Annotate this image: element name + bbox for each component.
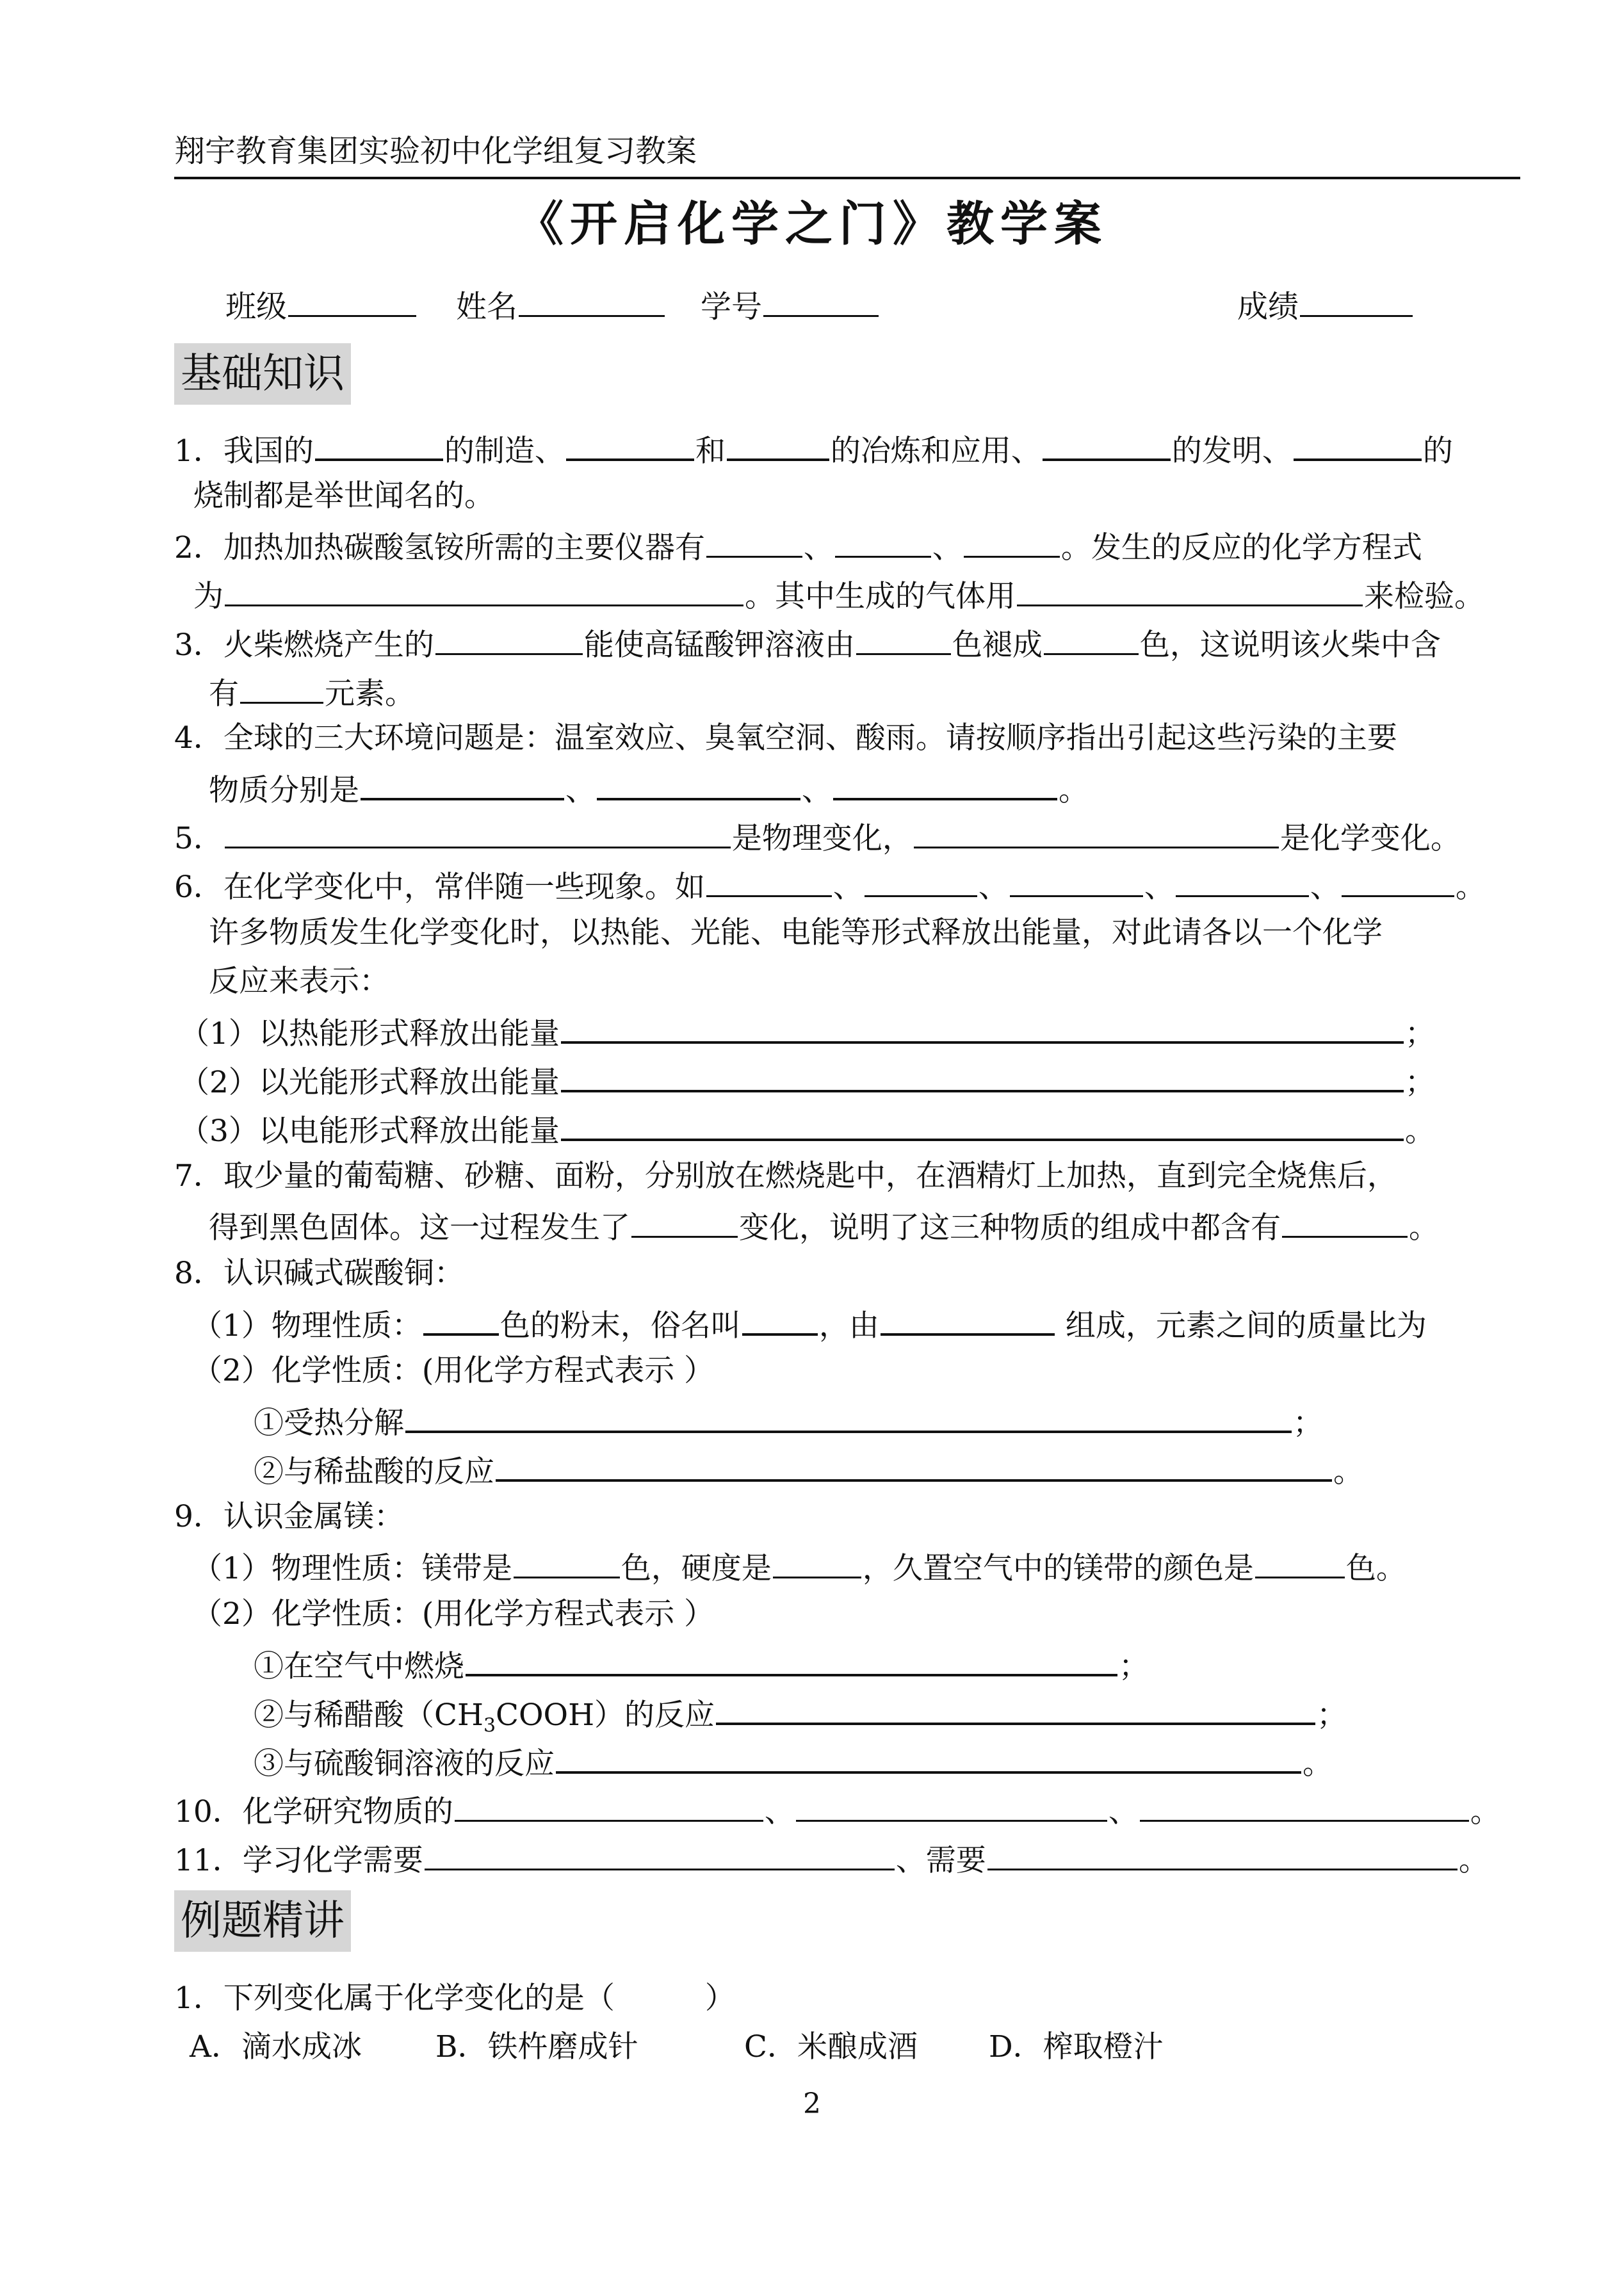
q3-blank-4[interactable] bbox=[240, 669, 323, 704]
q11-blank-2[interactable] bbox=[987, 1835, 1458, 1870]
q10-blank-2[interactable] bbox=[796, 1787, 1107, 1822]
q9-aged-color-blank[interactable] bbox=[1255, 1543, 1345, 1578]
q7-line1: 7．取少量的葡萄糖、砂糖、面粉，分别放在燃烧匙中，在酒精灯上加热，直到完全烧焦后， bbox=[174, 1158, 1397, 1194]
score-field: 成绩 bbox=[1237, 282, 1414, 327]
q6-item-2: （2）以光能形式释放出能量 ； bbox=[179, 1057, 1435, 1105]
q9-physical: （1）物理性质：镁带是 色，硬度是 ，久置空气中的镁带的颜色是 色。 bbox=[192, 1543, 1406, 1591]
number-field: 学号 bbox=[701, 282, 880, 327]
q1-line2: 烧制都是举世闻名的。 bbox=[193, 478, 494, 514]
q3-line2: 有 元素。 bbox=[209, 669, 415, 717]
q2-equation-blank[interactable] bbox=[225, 571, 743, 606]
section-examples: 例题精讲 bbox=[174, 1890, 351, 1952]
q2-blank-1[interactable] bbox=[706, 523, 802, 558]
q2-line1: 2．加热加热碳酸氢铵所需的主要仪器有 、 、 。发生的反应的化学方程式 bbox=[174, 523, 1422, 571]
q4-blank-3[interactable] bbox=[833, 765, 1057, 800]
q2-line2: 为 。其中生成的气体用 来检验。 bbox=[193, 571, 1484, 619]
section-basics: 基础知识 bbox=[174, 343, 351, 405]
q9-copper-sulfate-blank[interactable] bbox=[556, 1738, 1301, 1774]
q11-line: 11．学习化学需要 、需要 。 bbox=[174, 1835, 1489, 1883]
example-1-option-c[interactable]: C．米酿成酒 bbox=[744, 2029, 918, 2064]
q4-line1: 4．全球的三大环境问题是：温室效应、臭氧空洞、酸雨。请按顺序指出引起这些污染的主要 bbox=[174, 720, 1397, 756]
q4-blank-2[interactable] bbox=[597, 765, 800, 800]
page-number: 2 bbox=[803, 2088, 821, 2120]
q8-composition-blank[interactable] bbox=[881, 1300, 1055, 1336]
q7-line2: 得到黑色固体。这一过程发生了 变化，说明了这三种物质的组成中都含有 。 bbox=[209, 1203, 1439, 1251]
q1-line1: 1．我国的 的制造、 和 的冶炼和应用、 的发明、 的 bbox=[174, 425, 1453, 474]
q6-blank-3[interactable] bbox=[1010, 862, 1143, 897]
q2-blank-3[interactable] bbox=[964, 523, 1060, 558]
q6-line2: 许多物质发生化学变化时，以热能、光能、电能等形式释放出能量，对此请各以一个化学 bbox=[209, 915, 1383, 950]
q2-test-blank[interactable] bbox=[1017, 571, 1363, 606]
running-header: 翔宇教育集团实验初中化学组复习教案 bbox=[174, 133, 697, 169]
q9-line1: 9．认识金属镁： bbox=[174, 1499, 404, 1534]
page-title: 《开启化学之门》教学案 bbox=[516, 197, 1108, 252]
q9-chem-1: ①在空气中燃烧 ； bbox=[254, 1641, 1149, 1689]
q6-blank-2[interactable] bbox=[865, 862, 977, 897]
q3-blank-2[interactable] bbox=[856, 620, 951, 655]
q6-item-1: （1）以热能形式释放出能量 ； bbox=[179, 1008, 1435, 1057]
q6-heat-blank[interactable] bbox=[561, 1008, 1404, 1044]
q8-chemical: （2）化学性质：(用化学方程式表示 ） bbox=[192, 1353, 715, 1388]
q7-blank-1[interactable] bbox=[631, 1203, 738, 1238]
q6-blank-1[interactable] bbox=[706, 862, 832, 897]
example-1-option-d[interactable]: D．榨取橙汁 bbox=[989, 2029, 1164, 2064]
q1-blank-3[interactable] bbox=[727, 425, 829, 461]
number-blank[interactable] bbox=[763, 282, 879, 317]
q7-blank-2[interactable] bbox=[1282, 1203, 1408, 1238]
q1-blank-4[interactable] bbox=[1043, 425, 1171, 461]
q9-hardness-blank[interactable] bbox=[773, 1543, 861, 1578]
class-blank[interactable] bbox=[288, 282, 416, 317]
q6-blank-4[interactable] bbox=[1176, 862, 1309, 897]
q3-blank-1[interactable] bbox=[435, 620, 583, 655]
q6-electric-blank[interactable] bbox=[561, 1105, 1404, 1141]
header-rule bbox=[174, 177, 1520, 179]
name-blank[interactable] bbox=[519, 282, 665, 317]
q9-chem-3: ③与硫酸铜溶液的反应 。 bbox=[254, 1738, 1333, 1787]
example-1-option-b[interactable]: B．铁杵磨成针 bbox=[435, 2029, 638, 2064]
q8-line1: 8．认识碱式碳酸铜： bbox=[174, 1256, 464, 1291]
q10-blank-3[interactable] bbox=[1140, 1787, 1469, 1822]
q10-blank-1[interactable] bbox=[455, 1787, 763, 1822]
q3-line1: 3．火柴燃烧产生的 能使高锰酸钾溶液由 色褪成 色，这说明该火柴中含 bbox=[174, 620, 1441, 668]
q6-blank-5[interactable] bbox=[1342, 862, 1454, 897]
q4-blank-1[interactable] bbox=[361, 765, 564, 800]
q1-blank-2[interactable] bbox=[566, 425, 694, 461]
q5-blank-2[interactable] bbox=[914, 813, 1279, 848]
q10-line: 10．化学研究物质的 、 、 。 bbox=[174, 1787, 1500, 1835]
q6-line3: 反应来表示： bbox=[209, 964, 389, 999]
q11-blank-1[interactable] bbox=[425, 1835, 895, 1870]
q1-blank-1[interactable] bbox=[315, 425, 443, 461]
q9-burning-blank[interactable] bbox=[466, 1641, 1117, 1676]
q9-acetic-acid-blank[interactable] bbox=[716, 1689, 1315, 1725]
q8-color-blank[interactable] bbox=[423, 1300, 499, 1336]
q9-chem-2: ②与稀醋酸$(CH_3COOH)$的反应 ； bbox=[254, 1689, 1347, 1748]
q8-physical: （1）物理性质： 色的粉末，俗名叫 ，由 组成，元素之间的质量比为 bbox=[192, 1300, 1427, 1349]
example-1-question: 1．下列变化属于化学变化的是（ ） bbox=[174, 1981, 735, 2016]
q8-decomposition-blank[interactable] bbox=[405, 1397, 1292, 1433]
q6-item-3: （3）以电能形式释放出能量 。 bbox=[179, 1105, 1435, 1154]
class-field: 班级 bbox=[225, 282, 418, 327]
q5-line: 5． 是物理变化， 是化学变化。 bbox=[174, 813, 1461, 861]
score-blank[interactable] bbox=[1300, 282, 1413, 317]
q6-line1: 6．在化学变化中，常伴随一些现象。如 、 、 、 、 。 bbox=[174, 862, 1486, 910]
q8-common-name-blank[interactable] bbox=[742, 1300, 818, 1336]
q8-hcl-blank[interactable] bbox=[496, 1446, 1332, 1482]
q9-color-blank[interactable] bbox=[514, 1543, 620, 1578]
q4-line2: 物质分别是 、 、 。 bbox=[209, 765, 1089, 813]
q3-blank-3[interactable] bbox=[1044, 620, 1139, 655]
q5-blank-1[interactable] bbox=[225, 813, 731, 848]
q6-light-blank[interactable] bbox=[561, 1057, 1404, 1092]
q9-chemical: （2）化学性质：(用化学方程式表示 ） bbox=[192, 1596, 715, 1632]
q2-blank-2[interactable] bbox=[835, 523, 931, 558]
name-field: 姓名 bbox=[456, 282, 666, 327]
q8-chem-2: ②与稀盐酸的反应 。 bbox=[254, 1446, 1363, 1495]
example-1-option-a[interactable]: A．滴水成冰 bbox=[190, 2029, 362, 2064]
q1-blank-5[interactable] bbox=[1294, 425, 1422, 461]
q8-chem-1: ①受热分解 ； bbox=[254, 1397, 1323, 1446]
